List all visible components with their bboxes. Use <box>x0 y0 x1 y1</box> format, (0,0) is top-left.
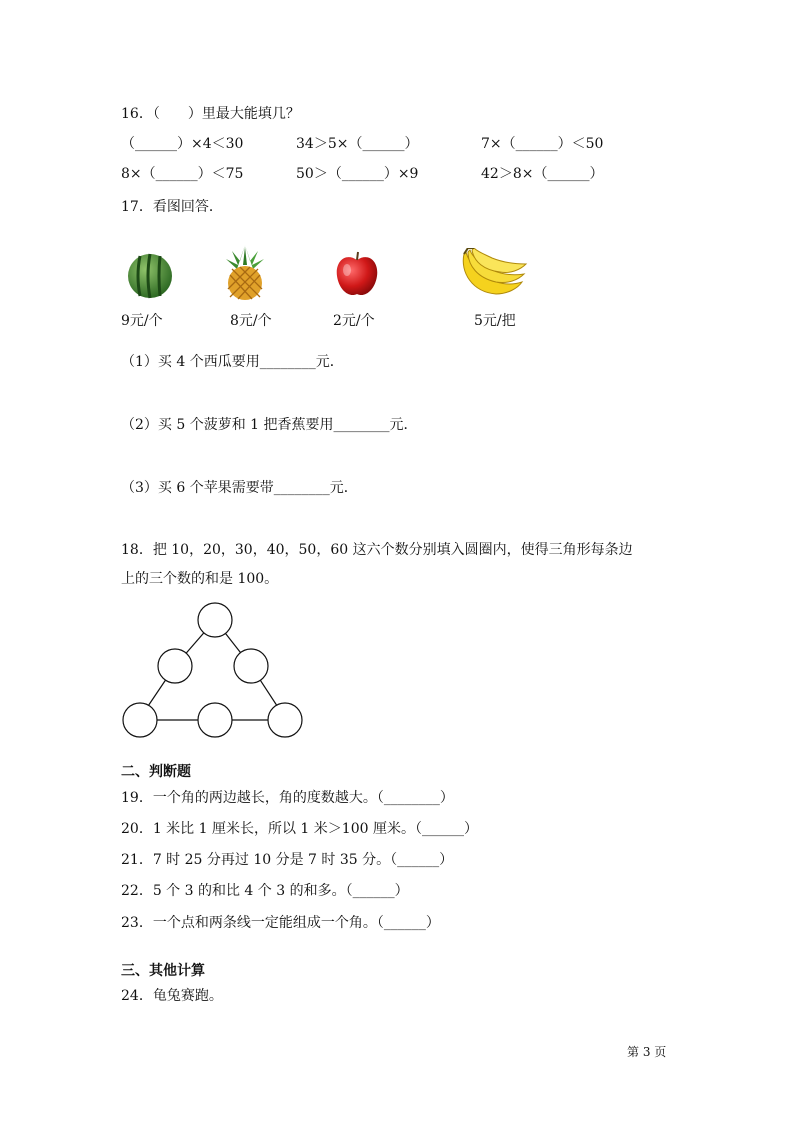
q17-sub1: （1）买 4 个西瓜要用________元． <box>121 354 344 370</box>
q22: 22．5 个 3 的和比 4 个 3 的和多。（______） <box>121 883 409 899</box>
triangle-circles-diagram <box>118 600 308 742</box>
circle-left-middle[interactable] <box>158 649 192 683</box>
q16-row1-item1: （______）×4＜30 <box>121 136 244 152</box>
banana-price: 5元/把 <box>474 313 516 329</box>
q16-title: 16．（ ）里最大能填几？ <box>121 106 300 122</box>
q21: 21．7 时 25 分再过 10 分是 7 时 35 分。（______） <box>121 852 454 868</box>
watermelon-icon <box>126 252 174 300</box>
circle-top[interactable] <box>198 603 232 637</box>
q23: 23．一个点和两条线一定能组成一个角。（______） <box>121 915 440 931</box>
section2-title: 二、判断题 <box>121 764 191 780</box>
q18-line2: 上的三个数的和是 100。 <box>121 571 279 587</box>
pineapple-icon <box>222 243 268 301</box>
q16-row2-item3: 42＞8×（______） <box>481 166 604 182</box>
q20: 20．1 米比 1 厘米长，所以 1 米＞100 厘米。（______） <box>121 821 478 837</box>
q16-row1-item3: 7×（______）＜50 <box>481 136 604 152</box>
section3-title: 三、其他计算 <box>121 963 205 979</box>
apple-price: 2元/个 <box>333 313 375 329</box>
q19: 19．一个角的两边越长，角的度数越大。（________） <box>121 790 454 806</box>
q17-sub2: （2）买 5 个菠萝和 1 把香蕉要用________元． <box>121 417 418 433</box>
q16-row2-item2: 50＞（______）×9 <box>296 166 419 182</box>
q16-row2-item1: 8×（______）＜75 <box>121 166 244 182</box>
q24: 24．龟兔赛跑。 <box>121 988 223 1004</box>
q17-sub3: （3）买 6 个苹果需要带________元． <box>121 480 358 496</box>
pineapple-price: 8元/个 <box>230 313 272 329</box>
circle-bottom-right[interactable] <box>268 703 302 737</box>
apple-icon <box>333 250 381 300</box>
q16-row1-item2: 34＞5×（______） <box>296 136 419 152</box>
q17-title: 17．看图回答． <box>121 199 223 215</box>
q18-line1: 18．把 10，20，30，40，50，60 这六个数分别填入圆圈内，使得三角形每条边 <box>121 542 633 558</box>
circle-right-middle[interactable] <box>234 649 268 683</box>
page-number: 第 3 页 <box>627 1045 667 1059</box>
circle-bottom-left[interactable] <box>123 703 157 737</box>
circle-bottom-middle[interactable] <box>198 703 232 737</box>
watermelon-price: 9元/个 <box>121 313 163 329</box>
banana-icon <box>456 248 528 298</box>
